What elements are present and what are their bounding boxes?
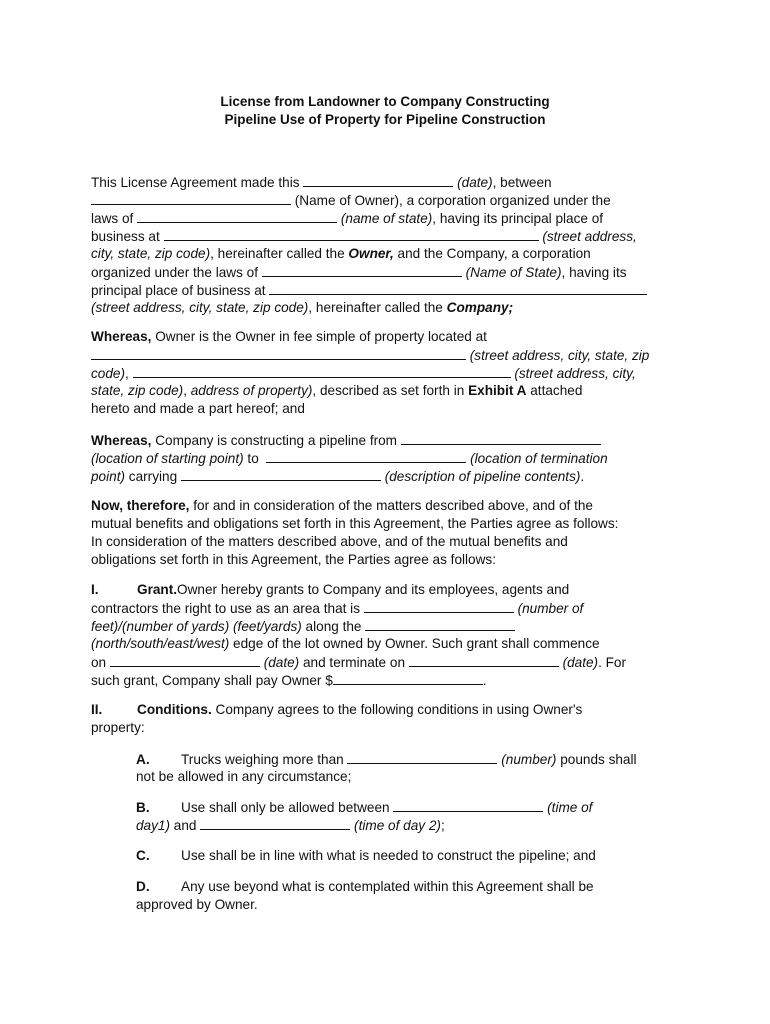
- whereas-company-paragraph: [91, 431, 683, 485]
- end-location-hint: (location of termination: [470, 451, 608, 466]
- condition-text: pounds shall: [556, 752, 637, 767]
- date-hint: (date): [263, 655, 300, 670]
- grant-text: edge of the lot owned by Owner. Such grant shall commence: [229, 636, 600, 651]
- number-hint: (number): [501, 752, 557, 767]
- condition-text: not be allowed in any circumstance;: [136, 769, 352, 784]
- whereas-text: ,: [183, 383, 191, 398]
- intro-text: organized under the laws of: [91, 265, 259, 280]
- edge-hint: (north/south/east/west): [91, 636, 230, 651]
- property-address-blank-2: [133, 364, 511, 378]
- state-hint: (Name of State): [465, 265, 562, 280]
- owner-name-blank: [91, 191, 291, 205]
- grant-text: along the: [301, 619, 362, 634]
- condition-b: [136, 798, 684, 834]
- condition-letter: A.: [136, 752, 150, 767]
- section-grant: [91, 581, 683, 689]
- date-hint: (date): [457, 175, 493, 190]
- grant-text: such grant, Company shall pay Owner $: [91, 673, 333, 688]
- intro-text: , hereinafter called the: [210, 246, 349, 261]
- address-hint: (street address,: [542, 229, 637, 244]
- condition-a: [136, 750, 684, 786]
- state-hint: (name of state): [340, 211, 433, 226]
- condition-text: ;: [440, 818, 445, 833]
- address-hint: (street address, city,: [514, 366, 636, 381]
- date-hint: (date): [562, 655, 599, 670]
- owner-state-blank: [137, 209, 337, 223]
- condition-d: [136, 878, 684, 914]
- company-state-blank: [262, 263, 462, 277]
- section-conditions: [91, 701, 683, 737]
- whereas-lead: Whereas,: [91, 329, 152, 344]
- date-blank: [303, 173, 453, 187]
- now-therefore-paragraph: [91, 497, 683, 569]
- owner-address-blank: [164, 227, 539, 241]
- now-therefore-text: for and in consideration of the matters described above, and of the: [189, 498, 593, 513]
- intro-text: laws of: [91, 211, 134, 226]
- condition-text: Use shall be in line with what is needed to construct the pipeline; and: [181, 848, 596, 863]
- intro-paragraph: [91, 173, 683, 317]
- area-size-hint: (number of: [517, 601, 584, 616]
- conditions-text: Company agrees to the following conditions in using Owner's: [211, 702, 583, 717]
- whereas-text: to: [243, 451, 259, 466]
- owner-term: Owner,: [348, 246, 394, 261]
- intro-text: This License Agreement made this: [91, 175, 300, 190]
- condition-text: approved by Owner.: [136, 897, 258, 912]
- whereas-owner-paragraph: [91, 328, 683, 418]
- condition-letter: D.: [136, 879, 150, 894]
- condition-text: Trucks weighing more than: [181, 752, 344, 767]
- company-address-blank: [269, 281, 647, 295]
- title-line-2: Pipeline Use of Property for Pipeline Construction: [224, 112, 546, 127]
- intro-text: (Name of Owner), a corporation organized under the: [294, 193, 611, 208]
- area-size-blank: [364, 599, 514, 613]
- grant-text: Owner hereby grants to Company and its employees, agents and: [177, 582, 570, 597]
- contents-blank: [181, 467, 381, 481]
- grant-text: on: [91, 655, 107, 670]
- intro-text: principal place of business at: [91, 283, 266, 298]
- start-location-blank: [401, 431, 601, 445]
- end-time-blank: [200, 816, 350, 830]
- now-therefore-lead: Now, therefore,: [91, 498, 190, 513]
- condition-c: [136, 847, 684, 865]
- section-heading: Grant.: [137, 582, 178, 597]
- intro-text: , between: [492, 175, 552, 190]
- section-number: II.: [91, 702, 103, 717]
- area-size-hint: feet)/(number of yards) (feet/yards): [91, 619, 302, 634]
- time-hint: (time of day 2): [354, 818, 441, 833]
- end-location-blank: [266, 449, 466, 463]
- section-heading: Conditions.: [137, 702, 212, 717]
- whereas-text: ,: [125, 366, 129, 381]
- whereas-text: attached: [526, 383, 583, 398]
- now-therefore-text: In consideration of the matters described above, and of the mutual benefits and: [91, 534, 568, 549]
- intro-text: and the Company, a corporation: [393, 246, 591, 261]
- whereas-text: carrying: [125, 469, 178, 484]
- end-date-blank: [409, 653, 559, 667]
- whereas-text: , described as set forth in: [312, 383, 469, 398]
- whereas-text: Company is constructing a pipeline from: [151, 433, 398, 448]
- contents-hint: (description of pipeline contents): [384, 469, 581, 484]
- grant-text: .: [482, 673, 487, 688]
- address-hint: city, state, zip code): [91, 246, 211, 261]
- edge-blank: [365, 617, 515, 631]
- start-location-hint: (location of starting point): [91, 451, 244, 466]
- now-therefore-text: obligations set forth in this Agreement, the Parties agree as follows:: [91, 552, 497, 567]
- grant-text: and terminate on: [299, 655, 405, 670]
- start-time-blank: [393, 798, 543, 812]
- truck-weight-blank: [347, 750, 497, 764]
- conditions-text: property:: [91, 720, 145, 735]
- now-therefore-text: mutual benefits and obligations set forth in this Agreement, the Parties agree as follows:: [91, 516, 619, 531]
- whereas-lead: Whereas,: [91, 433, 152, 448]
- intro-text: , hereinafter called the: [308, 300, 447, 315]
- condition-text: Any use beyond what is contemplated within this Agreement shall be: [181, 879, 594, 894]
- condition-letter: C.: [136, 848, 150, 863]
- intro-text: , having its principal place of: [432, 211, 604, 226]
- whereas-text: hereto and made a part hereof; and: [91, 401, 305, 416]
- exhibit-reference: Exhibit A: [468, 383, 527, 398]
- whereas-text: Owner is the Owner in fee simple of property located at: [151, 329, 487, 344]
- condition-letter: B.: [136, 800, 150, 815]
- property-address-blank: [91, 346, 466, 360]
- section-number: I.: [91, 582, 99, 597]
- whereas-text: .: [580, 469, 585, 484]
- condition-text: and: [170, 818, 197, 833]
- payment-amount-blank: [333, 671, 483, 685]
- start-date-blank: [110, 653, 260, 667]
- time-hint: day1): [136, 818, 171, 833]
- address-hint: (street address, city, state, zip: [469, 348, 650, 363]
- intro-text: , having its: [561, 265, 627, 280]
- company-term: Company;: [446, 300, 514, 315]
- intro-text: business at: [91, 229, 160, 244]
- grant-text: . For: [598, 655, 627, 670]
- property-hint: address of property): [190, 383, 313, 398]
- address-hint: state, zip code): [91, 383, 184, 398]
- address-hint: (street address, city, state, zip code): [91, 300, 309, 315]
- condition-text: Use shall only be allowed between: [181, 800, 390, 815]
- document-title: [0, 93, 770, 129]
- grant-text: contractors the right to use as an area that is: [91, 601, 361, 616]
- address-hint: code): [91, 366, 126, 381]
- title-line-1: License from Landowner to Company Constructing: [220, 94, 550, 109]
- time-hint: (time of: [547, 800, 593, 815]
- end-location-hint: point): [91, 469, 126, 484]
